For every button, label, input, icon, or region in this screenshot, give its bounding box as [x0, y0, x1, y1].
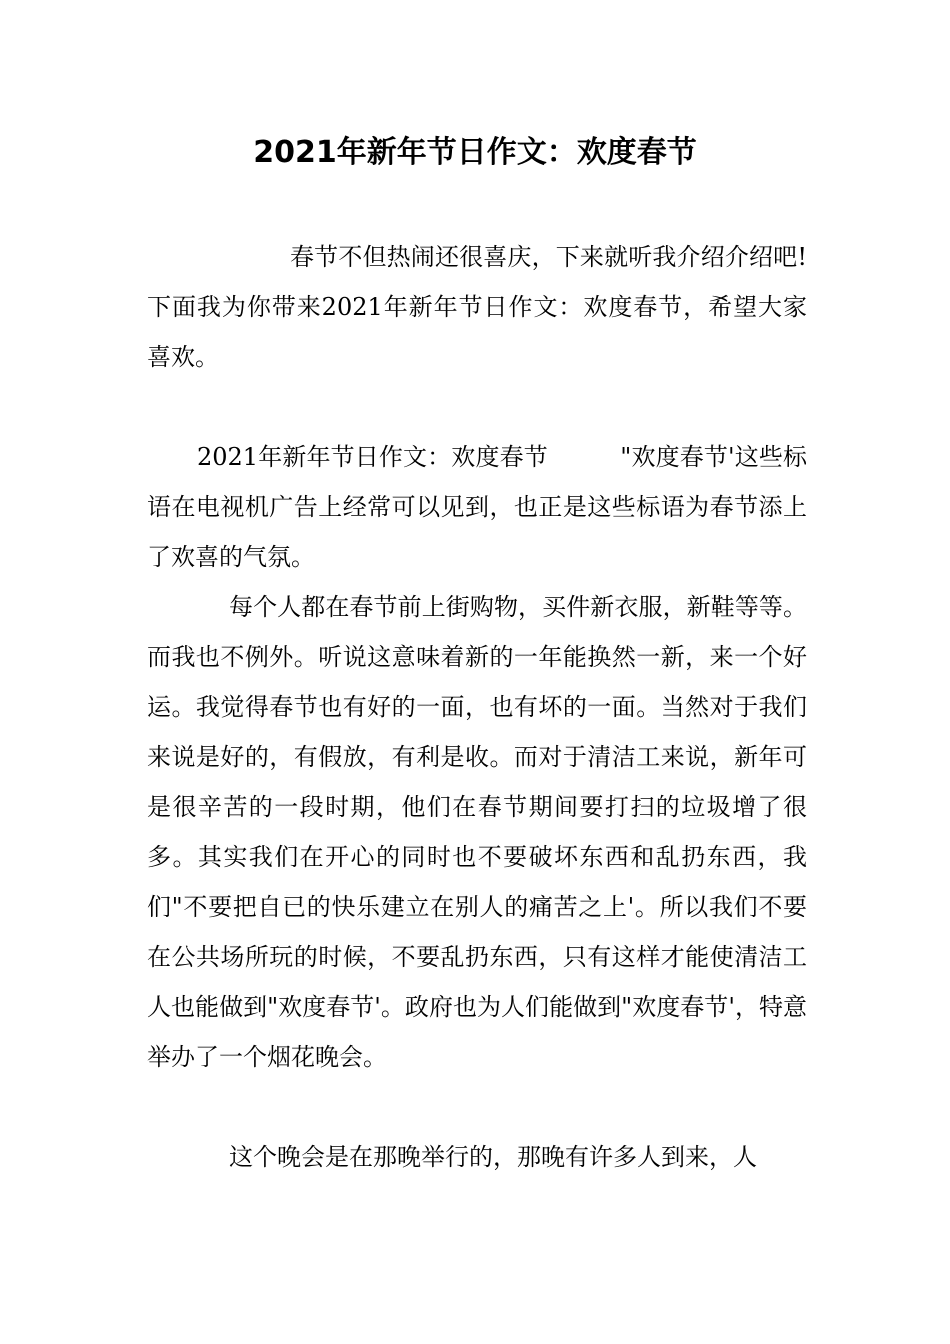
paragraph-slogans: 2021年新年节日作文：欢度春节 "欢度春节'这些标语在电视机广告上经常可以见到，也正是这些标语为春节添上了欢喜的气氛。: [147, 443, 807, 571]
paragraph-evening-party: 这个晚会是在那晚举行的，那晚有许多人到来，人: [229, 1143, 757, 1171]
document-title: 2021年新年节日作文：欢度春节: [253, 135, 697, 170]
paragraph-intro: 春节不但热闹还很喜庆，下来就听我介绍介绍吧!下面我为你带来2021年新年节日作文：欢度春节，希望大家喜欢。: [147, 243, 807, 371]
paragraph-shopping: 每个人都在春节前上街购物，买件新衣服，新鞋等等。而我也不例外。听说这意味着新的一年能换然一新，来一个好运。我觉得春节也有好的一面，也有坏的一面。当然对于我们来说是好的，有假放，有利是收。而对于清洁工来说，新年可是很辛苦的一段时期，他们在春节期间要打扫的垃圾增了很多。其实我们在开心的同时也不要破坏东西和乱扔东西，我们"不要把自已的快乐建立在别人的痛苦之上'。所以我们不要在公共场所玩的时候，不要乱扔东西，只有这样才能使清洁工人也能做到"欢度春节'。政府也为人们能做到"欢度春节'，特意举办了一个烟花晚会。: [147, 593, 807, 1071]
